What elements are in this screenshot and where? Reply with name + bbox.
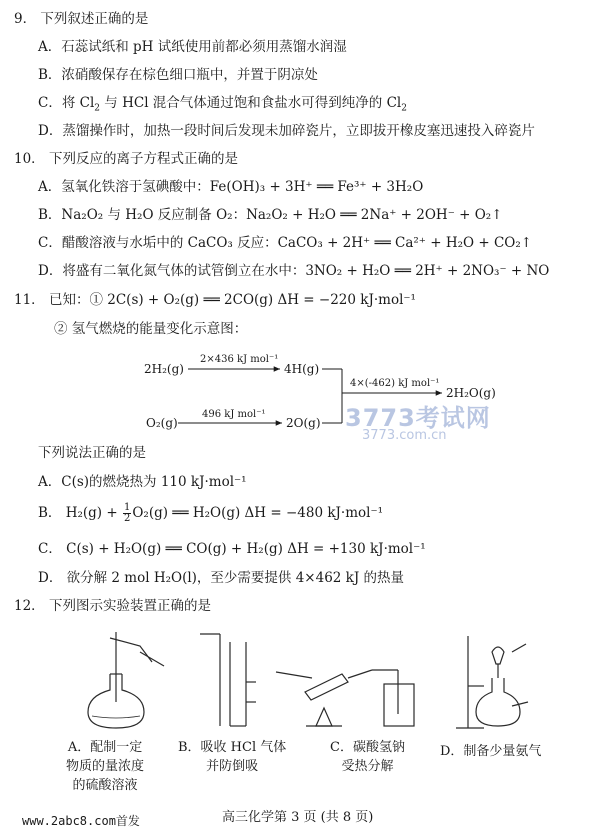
q11-stem-2: ② 氢气燃烧的能量变化示意图： xyxy=(54,321,248,337)
q11-option-d: D． 欲分解 2 mol H₂O(l)，至少需要提供 4×462 kJ 的热量 xyxy=(38,570,405,586)
q10-option-d: D．将盛有二氧化氮气体的试管倒立在水中：3NO₂ + H₂O ══ 2H⁺ + 2NO₃⁻ + NO xyxy=(38,263,550,279)
q10-stem: 10． 下列反应的离子方程式正确的是 xyxy=(14,151,238,167)
q12-caption-d: D．制备少量氨气 xyxy=(440,744,542,759)
diagram-e-oh: 4×(-462) kJ mol⁻¹ xyxy=(350,378,440,389)
q9-option-b: B．浓硝酸保存在棕色细口瓶中，并置于阴凉处 xyxy=(38,67,318,83)
q12-caption-a: A．配制一定 物质的量浓度 的硫酸溶液 xyxy=(66,740,145,793)
fraction-one-half: $\frac{1}{2}$ xyxy=(123,502,131,524)
watermark-logo: 3773考试网 xyxy=(345,404,491,432)
diagram-e-hh: 2×436 kJ mol⁻¹ xyxy=(200,354,279,365)
apparatus-c-heating-tube xyxy=(276,670,414,726)
diagram-o-atoms: 2O(g) xyxy=(286,416,321,430)
q11-lead: 下列说法正确的是 xyxy=(38,445,146,461)
apparatus-b-hcl-absorber xyxy=(200,634,256,726)
diagram-h2o: 2H₂O(g) xyxy=(446,386,496,400)
q10-option-b: B．Na₂O₂ 与 H₂O 反应制备 O₂：Na₂O₂ + H₂O ══ 2Na⁺ + 2OH⁻ + O₂↑ xyxy=(38,207,503,223)
q10-option-c: C．醋酸溶液与水垢中的 CaCO₃ 反应：CaCO₃ + 2H⁺ ══ Ca²⁺ + H₂O + CO₂↑ xyxy=(38,235,533,251)
q11-option-b: B． H₂(g) + $\frac{1}{2}$ O₂(g) ══ H₂O(g) ΔH = −480 kJ·mol⁻¹ xyxy=(38,502,384,524)
apparatus-figures xyxy=(80,622,550,732)
q9-option-a: A．石蕊试纸和 pH 试纸使用前都必须用蒸馏水润湿 xyxy=(38,39,347,55)
q12-stem: 12． 下列图示实验装置正确的是 xyxy=(14,598,211,614)
apparatus-a-volumetric-flask xyxy=(88,632,164,728)
q12-caption-b: B．吸收 HCl 气体 并防倒吸 xyxy=(178,740,287,774)
q9-option-d: D．蒸馏操作时，加热一段时间后发现未加碎瓷片，立即拔开橡皮塞迅速投入碎瓷片 xyxy=(38,123,535,139)
q12-caption-c: C．碳酸氢钠 受热分解 xyxy=(330,740,405,774)
diagram-h2: 2H₂(g) xyxy=(144,362,184,376)
q10-option-a: A．氢氧化铁溶于氢碘酸中：Fe(OH)₃ + 3H⁺ ══ Fe³⁺ + 3H₂O xyxy=(38,179,424,195)
q11-stem-1: 11． 已知：① 2C(s) + O₂(g) ══ 2CO(g) ΔH = −220 kJ·mol⁻¹ xyxy=(14,292,416,308)
q11-option-c: C． C(s) + H₂O(g) ══ CO(g) + H₂(g) ΔH = +130 kJ·mol⁻¹ xyxy=(38,541,426,557)
footer-site: www.2abc8.com首发 xyxy=(22,814,140,828)
watermark-url: 3773.com.cn xyxy=(362,428,447,443)
diagram-h-atoms: 4H(g) xyxy=(284,362,320,376)
q9-option-c: C．将 $Cl_2$ 与 HCl 混合气体通过饱和食盐水可得到纯净的 $Cl_2$ xyxy=(38,95,407,114)
apparatus-d-ammonia-flask xyxy=(456,636,528,728)
footer-page-number: 高三化学第 3 页 (共 8 页) xyxy=(222,810,374,825)
diagram-e-oo: 496 kJ mol⁻¹ xyxy=(202,409,266,420)
diagram-o2: O₂(g) xyxy=(146,416,178,430)
q9-stem: 9． 下列叙述正确的是 xyxy=(14,11,149,27)
q11-option-a: A．C(s)的燃烧热为 110 kJ·mol⁻¹ xyxy=(38,474,247,490)
